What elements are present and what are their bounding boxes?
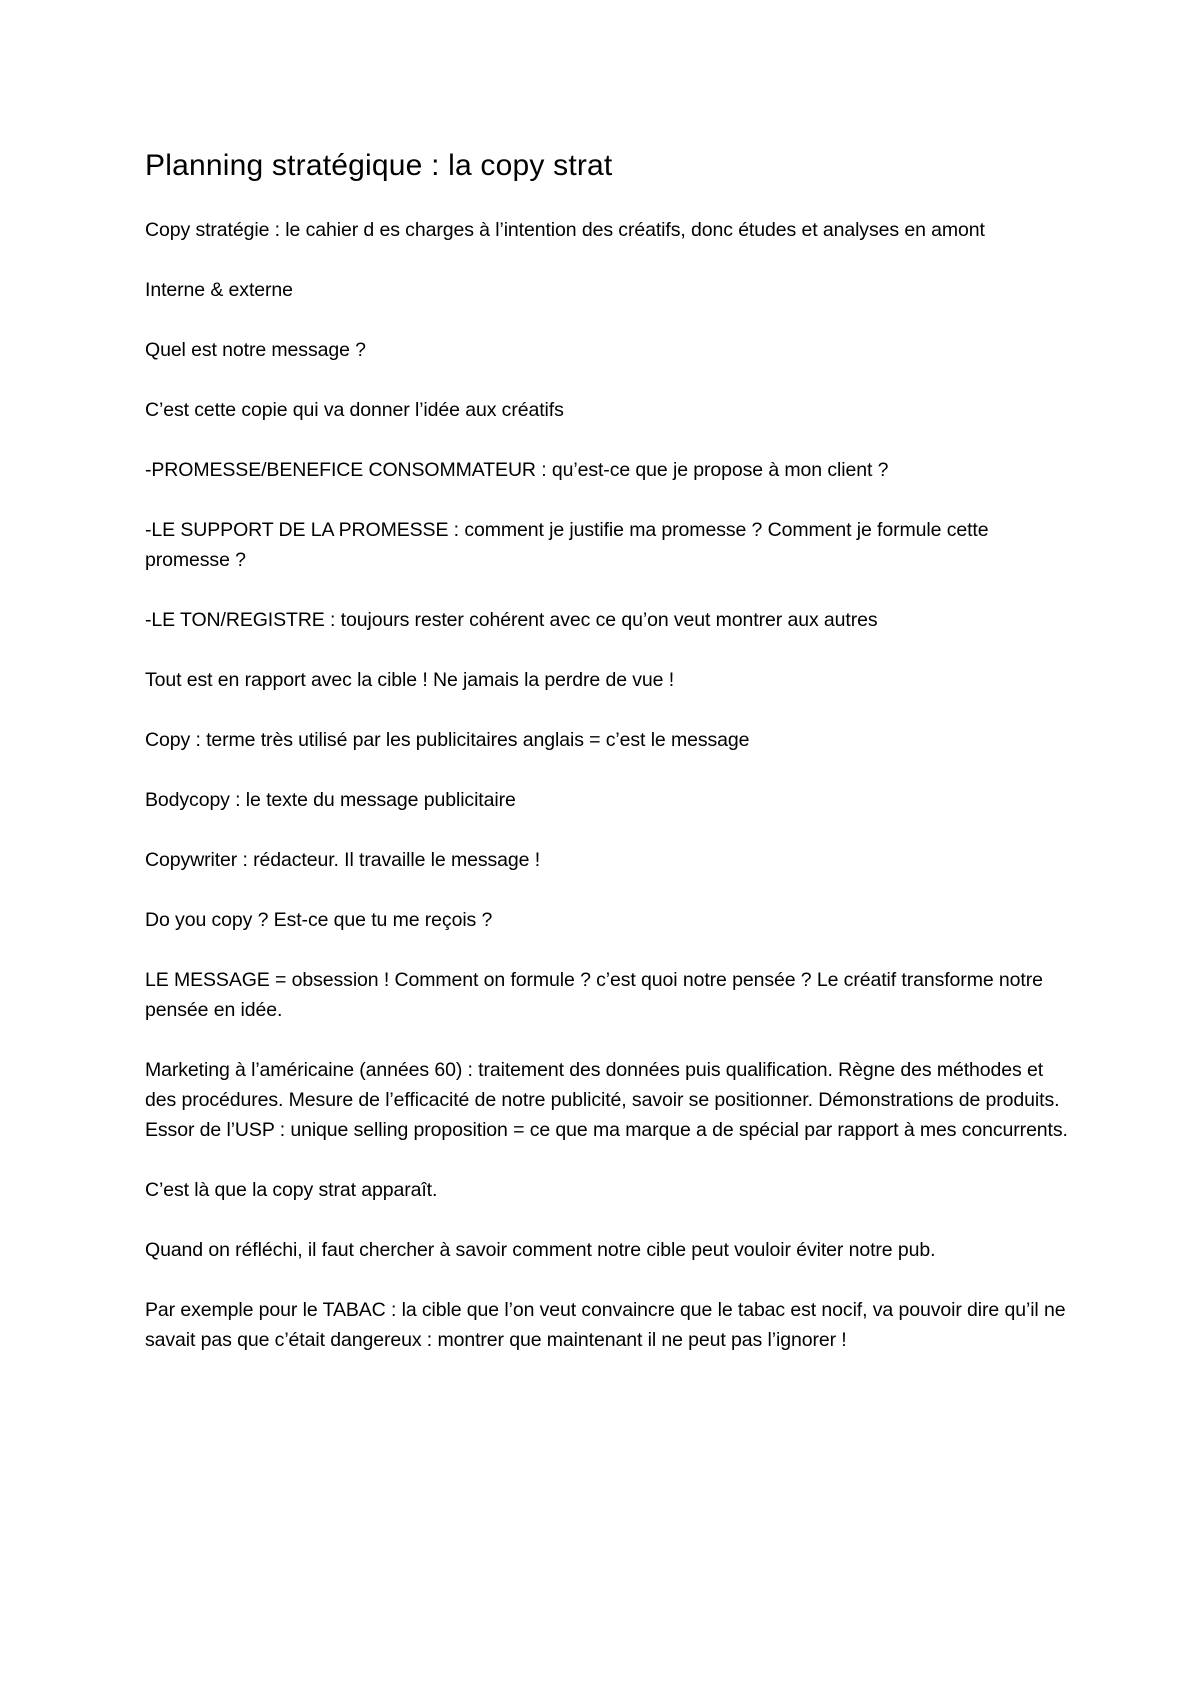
paragraph-bodycopy: Bodycopy : le texte du message publicitaire (145, 789, 516, 811)
paragraph-copy-strat-apparait: C’est là que la copy strat apparaît. (145, 1179, 438, 1201)
paragraph-le-message: LE MESSAGE = obsession ! Comment on formule ? c’est quoi notre pensée ? Le créatif transforme notre pensée en idée. (145, 969, 1043, 1021)
paragraph-copywriter: Copywriter : rédacteur. Il travaille le message ! (145, 849, 541, 871)
paragraph-marketing: Marketing à l’américaine (années 60) : traitement des données puis qualification. Règne des méthodes et des procédures. Mesure de l’efficacité de notre publicité, savoir se positionner. Démonstrations de produits. Essor de l’USP : unique selling proposition = ce que ma marque a de spécial par rapport à mes concurrents. (145, 1059, 1068, 1141)
paragraph-quand-on-reflechi: Quand on réfléchi, il faut chercher à savoir comment notre cible peut vouloir éviter notre pub. (145, 1239, 936, 1261)
paragraph-copie-idee: C’est cette copie qui va donner l’idée aux créatifs (145, 399, 564, 421)
paragraph-copy-strategie: Copy stratégie : le cahier d es charges à l’intention des créatifs, donc études et analyses en amont (145, 219, 985, 241)
document-title: Planning stratégique : la copy strat (145, 149, 613, 182)
paragraph-interne-externe: Interne & externe (145, 279, 293, 301)
paragraph-do-you-copy: Do you copy ? Est-ce que tu me reçois ? (145, 909, 493, 931)
paragraph-cible: Tout est en rapport avec la cible ! Ne jamais la perdre de vue ! (145, 669, 675, 691)
paragraph-tabac: Par exemple pour le TABAC : la cible que l’on veut convaincre que le tabac est nocif, va pouvoir dire qu’il ne savait pas que c’était dangereux : montrer que maintenant il ne peut pas l’ignorer ! (145, 1299, 1066, 1351)
paragraph-support-promesse: -LE SUPPORT DE LA PROMESSE : comment je justifie ma promesse ? Comment je formule cette promesse ? (145, 519, 989, 571)
paragraph-quel-message: Quel est notre message ? (145, 339, 366, 361)
paragraph-promesse: -PROMESSE/BENEFICE CONSOMMATEUR : qu’est-ce que je propose à mon client ? (145, 459, 889, 481)
paragraph-ton-registre: -LE TON/REGISTRE : toujours rester cohérent avec ce qu’on veut montrer aux autres (145, 609, 878, 631)
paragraph-copy-terme: Copy : terme très utilisé par les publicitaires anglais = c’est le message (145, 729, 750, 751)
